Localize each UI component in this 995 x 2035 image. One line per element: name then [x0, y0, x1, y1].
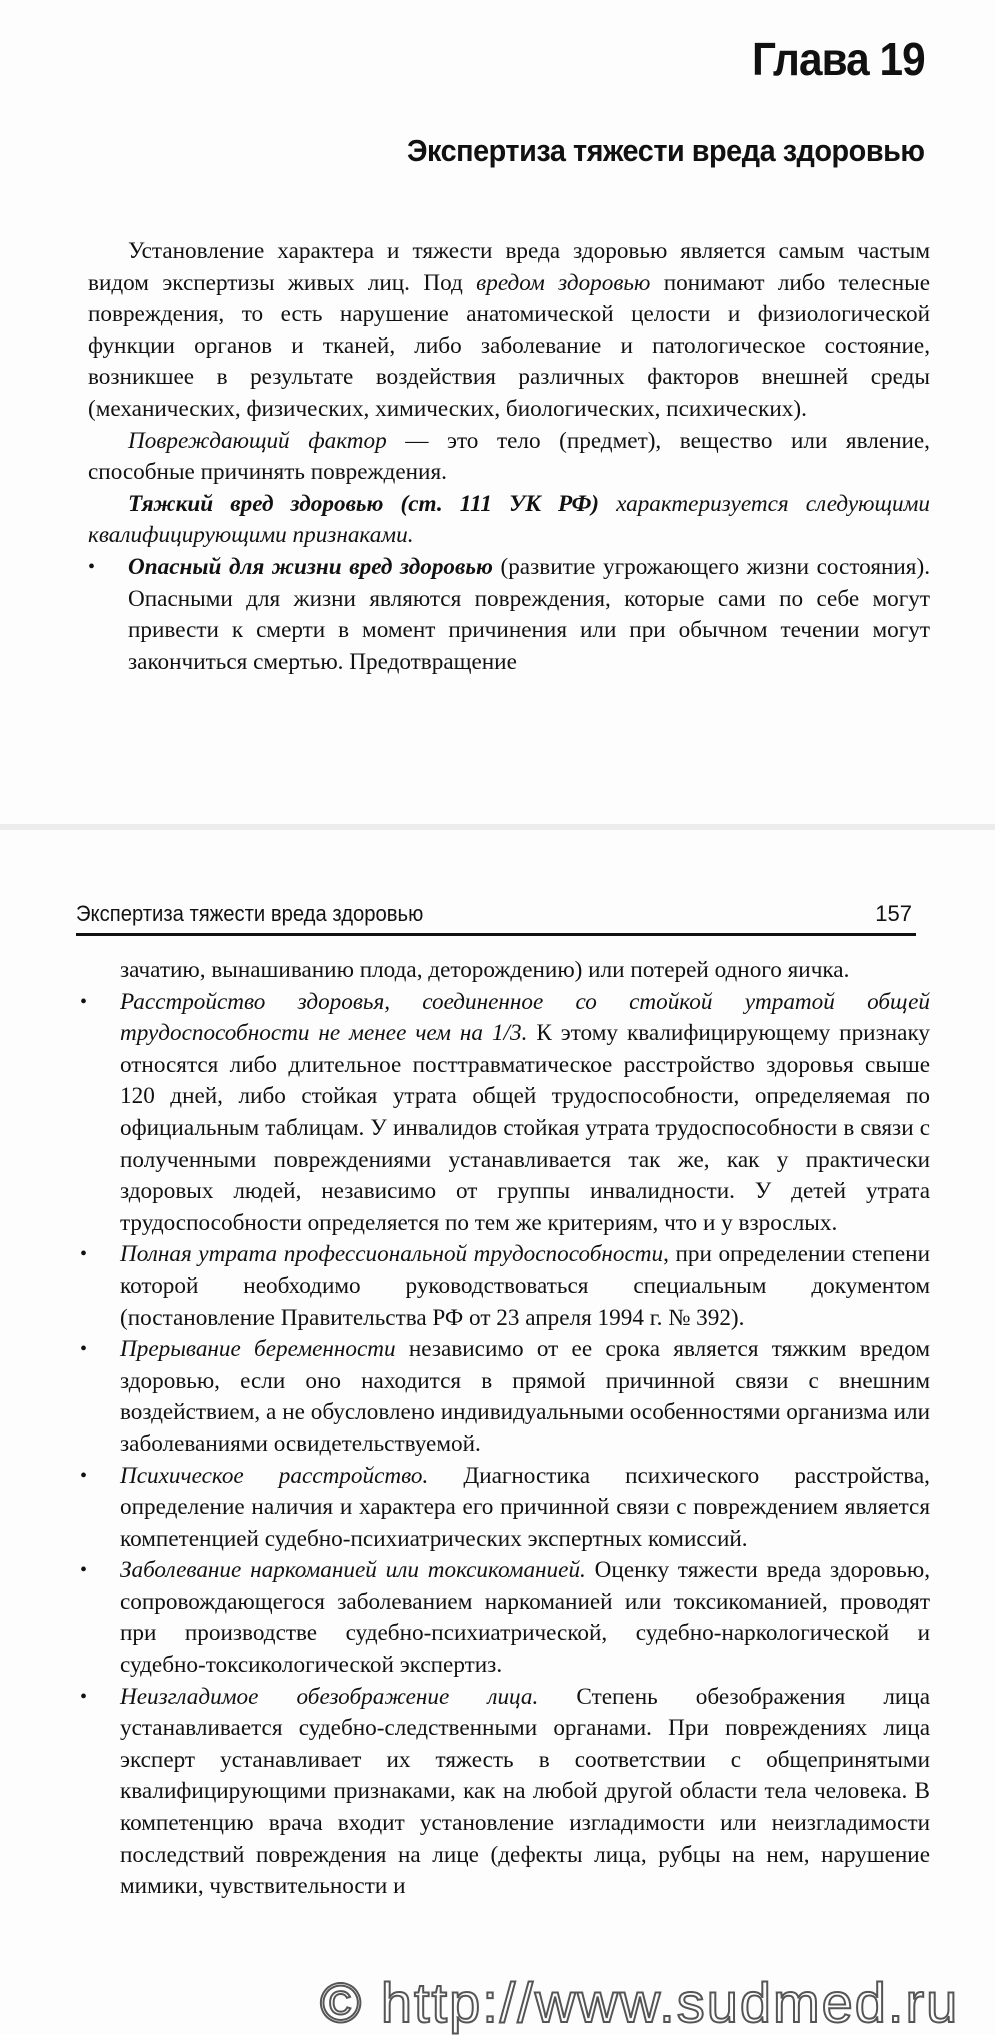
list-item: • Прерывание беременности независимо от ее срока является тяжким вредом здоровью, если оно находится в прямой причинной связи с внешним воздействием, а не обусловлено индивидуальными особенностями организма или заболеваниями освидетельствуемой.: [80, 1336, 930, 1457]
watermark: © http://www.sudmed.ru: [320, 1971, 960, 2034]
list-item: • Полная утрата профессиональной трудоспособности, при определении степени которой необходимо руководствоваться специальным документом (постановление Правительства РФ от 23 апреля 1994 г. № 392).: [80, 1241, 930, 1331]
bullet-icon: •: [80, 1338, 88, 1361]
bullet-icon: •: [80, 990, 88, 1013]
bullet-icon: •: [88, 555, 96, 578]
running-head: [76, 893, 916, 936]
running-head-title: Экспертиза тяжести вреда здоровью: [76, 901, 424, 926]
list-item: • Заболевание наркоманией или токсикоманией. Оценку тяжести вреда здоровью, сопровождающегося заболеванием наркоманией или токсикоманией, проводят при производстве судебно-психиатрической, судебно-наркологической и судебно-токсикологической экспертиз.: [80, 1557, 930, 1679]
criteria-list-page-1: [88, 552, 930, 678]
page-number: 157: [875, 901, 912, 926]
chapter-label: Глава 19: [752, 33, 925, 85]
list-item: • Расстройство здоровья, соединенное со стойкой утратой общей трудоспособности не менее чем на 1/3. К этому квалифицирующему признаку относятся либо длительное посттравматическое расстройство здоровья свыше 120 дней, либо стойкая утрата общей трудоспособности, определяемая по официальным таблицам. У инвалидов стойкая утрата трудоспособности в связи с полученными повреждениями устанавливается так же, как у практически здоровых людей, независимо от группы инвалидности. У детей утрата трудоспособности определяется по тем же критериям, что и у взрослых.: [80, 988, 930, 1236]
page-2-body: [80, 955, 930, 1903]
paragraph-damaging-factor: Повреждающий фактор — это тело (предмет), вещество или явление, способные причинять повреждения.: [88, 427, 930, 486]
bullet-icon: •: [80, 1243, 88, 1266]
bullet-icon: •: [80, 1464, 88, 1487]
paragraph-continuation: зачатию, вынашиванию плода, деторождению) или потерей одного яичка.: [120, 957, 850, 983]
term-damaging-factor: Повреждающий фактор: [128, 427, 387, 454]
bullet-icon: •: [80, 1685, 88, 1708]
paragraph-grave-harm: Тяжкий вред здоровью (ст. 111 УК РФ) характеризуется следующими квалифицирующими признаками.: [88, 490, 930, 549]
list-item: • Опасный для жизни вред здоровью (развитие угрожающего жизни состояния). Опасными для жизни являются повреждения, которые сами по себе могут привести к смерти в момент причинения или при обычном течении могут закончиться смертью. Предотвращение: [88, 553, 930, 675]
list-item: • Неизгладимое обезображение лица. Степень обезображения лица устанавливается судебно-следственными органами. При повреждениях лица эксперт устанавливает их тяжесть в соответствии с общепринятыми квалифицирующими признаками, как на любой другой области тела человека. В компетенцию врача входит установление изгладимости или неизгладимости последствий повреждения на лице (дефекты лица, рубцы на нем, нарушение мимики, чувствительности и: [80, 1683, 931, 1900]
list-item: • Психическое расстройство. Диагностика психического расстройства, определение наличия и характера его причинной связи с повреждением является компетенцией судебно-психиатрических экспертных комиссий.: [80, 1462, 930, 1552]
chapter-title: Экспертиза тяжести вреда здоровью: [407, 133, 925, 168]
bullet-icon: •: [80, 1559, 88, 1582]
paragraph-intro: Установление характера и тяжести вреда здоровью является самым частым видом экспертизы живых лиц. Под вредом здоровью понимают либо телесные повреждения, то есть нарушение анатомической целости и физиологической функции органов и тканей, либо заболевание и патологическое состояние, возникшее в результате воздействия различных факторов внешней среды (механических, физических, химических, биологических, психических).: [88, 238, 930, 422]
term-grave-harm: Тяжкий вред здоровью (ст. 111 УК РФ): [128, 490, 600, 517]
criteria-list-page-2: [80, 987, 930, 1903]
term-harm: вредом здоровью: [476, 269, 651, 296]
page-1-body: [88, 236, 930, 678]
